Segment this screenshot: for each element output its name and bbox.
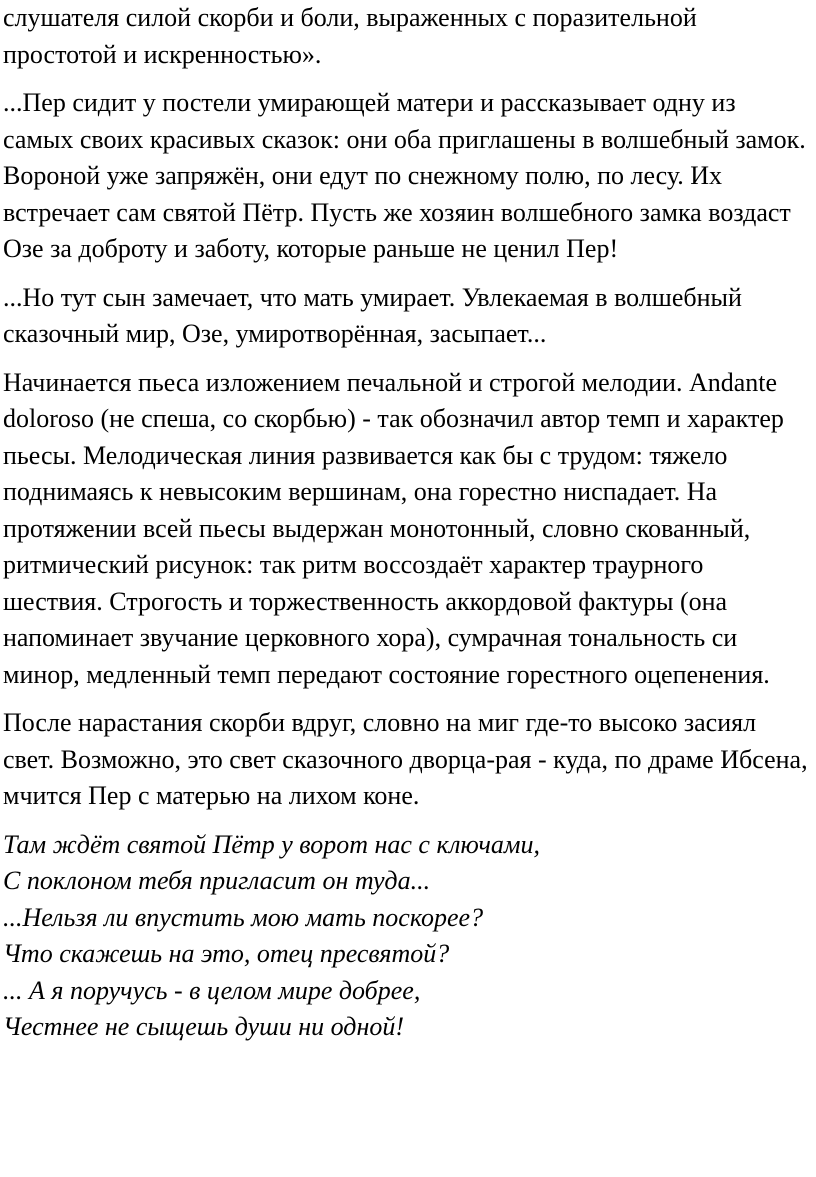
poem-line: Честнее не сыщешь души ни одной! xyxy=(3,1012,405,1041)
paragraph-intro-ending: слушателя силой скорби и боли, выраженных с поразительной простотой и искренностью». xyxy=(3,3,697,69)
paragraph-music-description: Начинается пьеса изложением печальной и строгой мелодии. Andante doloroso (не спеша, со скорбью) - так обозначил автор темп и характер пьесы. Мелодическая линия развивается как бы с трудом: тяжело поднимаясь к невысоким вершинам, она горестно ниспадает. На протяжении всей пьесы выдержан монотонный, словно скованный, ритмический рисунок: так ритм воссоздаёт характер траурного шествия. Строгость и торжественность аккордовой фактуры (она напоминает звучание церковного хора), сумрачная тональность си минор, медленный темп передают состояние горестного оцепенения. xyxy=(3,367,784,689)
paragraph-light: После нарастания скорби вдруг, словно на миг где-то высоко засиял свет. Возможно, это свет сказочного дворца-рая - куда, по драме Ибсена, мчится Пер с матерью на лихом коне. xyxy=(3,708,808,810)
poem-line: ...Нельзя ли впустить мою мать поскорее? xyxy=(3,902,484,932)
poem-line: Что скажешь на это, отец пресвятой? xyxy=(3,939,450,968)
poem-line: Там ждёт святой Пётр у ворот нас с ключами, xyxy=(3,829,540,859)
paragraph-mother-dies: ...Но тут сын замечает, что мать умирает. Увлекаемая в волшебный сказочный мир, Озе, умиротворённая, засыпает... xyxy=(3,282,742,348)
poem-line: С поклоном тебя пригласит он туда... xyxy=(3,866,431,895)
poem-line: ... А я поручусь - в целом мире добрее, xyxy=(3,975,421,1005)
poem-quote xyxy=(3,827,808,1046)
paragraph-per-tale: ...Пер сидит у постели умирающей матери и рассказывает одну из самых своих красивых сказок: они оба приглашены в волшебный замок. Вороной уже запряжён, они едут по снежному полю, по лесу. Их встречает сам святой Пётр. Пусть же хозяин волшебного замка воздаст Озе за доброту и заботу, которые раньше не ценил Пер! xyxy=(3,88,806,263)
